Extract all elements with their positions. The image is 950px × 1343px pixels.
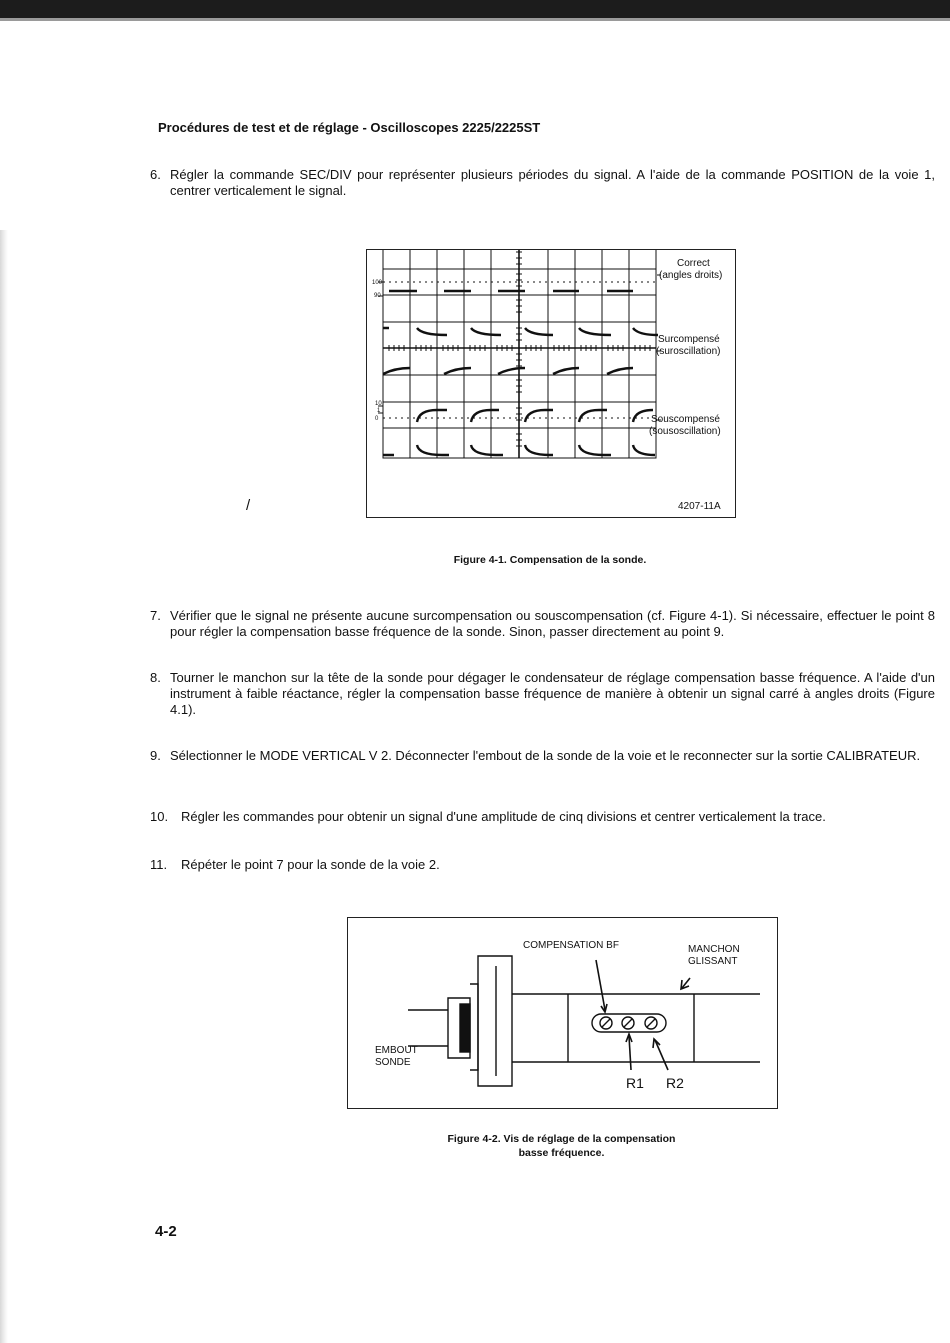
scale-0-label: 0 — [375, 416, 379, 422]
label-compensation-bf: COMPENSATION BF — [523, 940, 619, 951]
label-glissant: GLISSANT — [688, 956, 738, 967]
step-text: Régler la commande SEC/DIV pour représenter plusieurs périodes du signal. A l'aide de la commande POSITION de la voie 1, centrer verticalement le signal. — [170, 167, 935, 198]
label-r1: R1 — [626, 1075, 644, 1091]
figure-probe-compensation — [366, 249, 736, 518]
label-correct-sub: (angles droits) — [659, 270, 723, 281]
page-number: 4-2 — [155, 1223, 177, 1240]
step-number: 10. — [150, 809, 169, 824]
label-r2: R2 — [666, 1075, 684, 1091]
figure-reference-number: 4207-11A — [678, 501, 721, 512]
page-header: Procédures de test et de réglage - Oscilloscopes 2225/2225ST — [158, 120, 541, 135]
scale-10-label: 10 — [375, 401, 382, 407]
stray-mark: / — [246, 497, 251, 514]
step-10 — [150, 809, 935, 825]
label-undercompensated-sub: (sousoscillation) — [649, 426, 721, 437]
scan-left-edge — [0, 230, 8, 1343]
label-embout: EMBOUT — [375, 1045, 418, 1056]
scale-1-label: 1 — [377, 408, 381, 414]
label-sonde: SONDE — [375, 1057, 411, 1068]
step-text: Régler les commandes pour obtenir un signal d'une amplitude de cinq divisions et centrer verticalement la trace. — [181, 809, 826, 824]
label-correct: Correct — [677, 258, 710, 269]
step-6 — [150, 167, 935, 199]
step-number: 11. — [150, 857, 168, 872]
step-8 — [150, 670, 935, 718]
figure-probe-adjustment-screws — [347, 917, 778, 1109]
step-number: 8. — [150, 670, 161, 685]
figure-1-caption: Figure 4-1. Compensation de la sonde. — [453, 554, 647, 566]
scale-90-label: 90 — [374, 293, 381, 299]
label-overcompensated-sub: (suroscillation) — [656, 346, 721, 357]
step-text: Sélectionner le MODE VERTICAL V 2. Déconnecter l'embout de la sonde de la voie et le reconnecter sur la sortie CALIBRATEUR. — [170, 748, 921, 763]
label-manchon: MANCHON — [688, 944, 740, 955]
step-number: 7. — [150, 608, 161, 623]
figure-2-caption-line-1: Figure 4-2. Vis de réglage de la compensation — [447, 1133, 676, 1145]
figure-2-caption-line-2: basse fréquence. — [518, 1147, 605, 1159]
step-number: 6. — [150, 167, 161, 182]
step-text: Répéter le point 7 pour la sonde de la voie 2. — [181, 857, 440, 872]
scale-100-label: 100 — [372, 280, 383, 286]
step-text: Vérifier que le signal ne présente aucune surcompensation ou souscompensation (cf. Figure 4-1). Si nécessaire, effectuer le point 8 pour régler la compensation basse fréquence de la sonde. Sinon, passer directement au point 9. — [170, 608, 935, 639]
scan-top-border-edge — [0, 18, 950, 21]
step-7 — [150, 608, 935, 640]
oscilloscope-graticule — [367, 250, 735, 517]
label-undercompensated: Souscompensé — [651, 414, 720, 425]
step-9 — [150, 748, 935, 764]
label-overcompensated: Surcompensé — [658, 334, 720, 345]
scan-top-border — [0, 0, 950, 20]
step-text: Tourner le manchon sur la tête de la sonde pour dégager le condensateur de réglage compensation basse fréquence. A l'aide d'un instrument à faible réactance, régler la compensation basse fréquence de manière à obtenir un signal carré à angles droits (Figure 4.1). — [170, 670, 935, 717]
step-11 — [150, 857, 935, 873]
step-number: 9. — [150, 748, 161, 763]
